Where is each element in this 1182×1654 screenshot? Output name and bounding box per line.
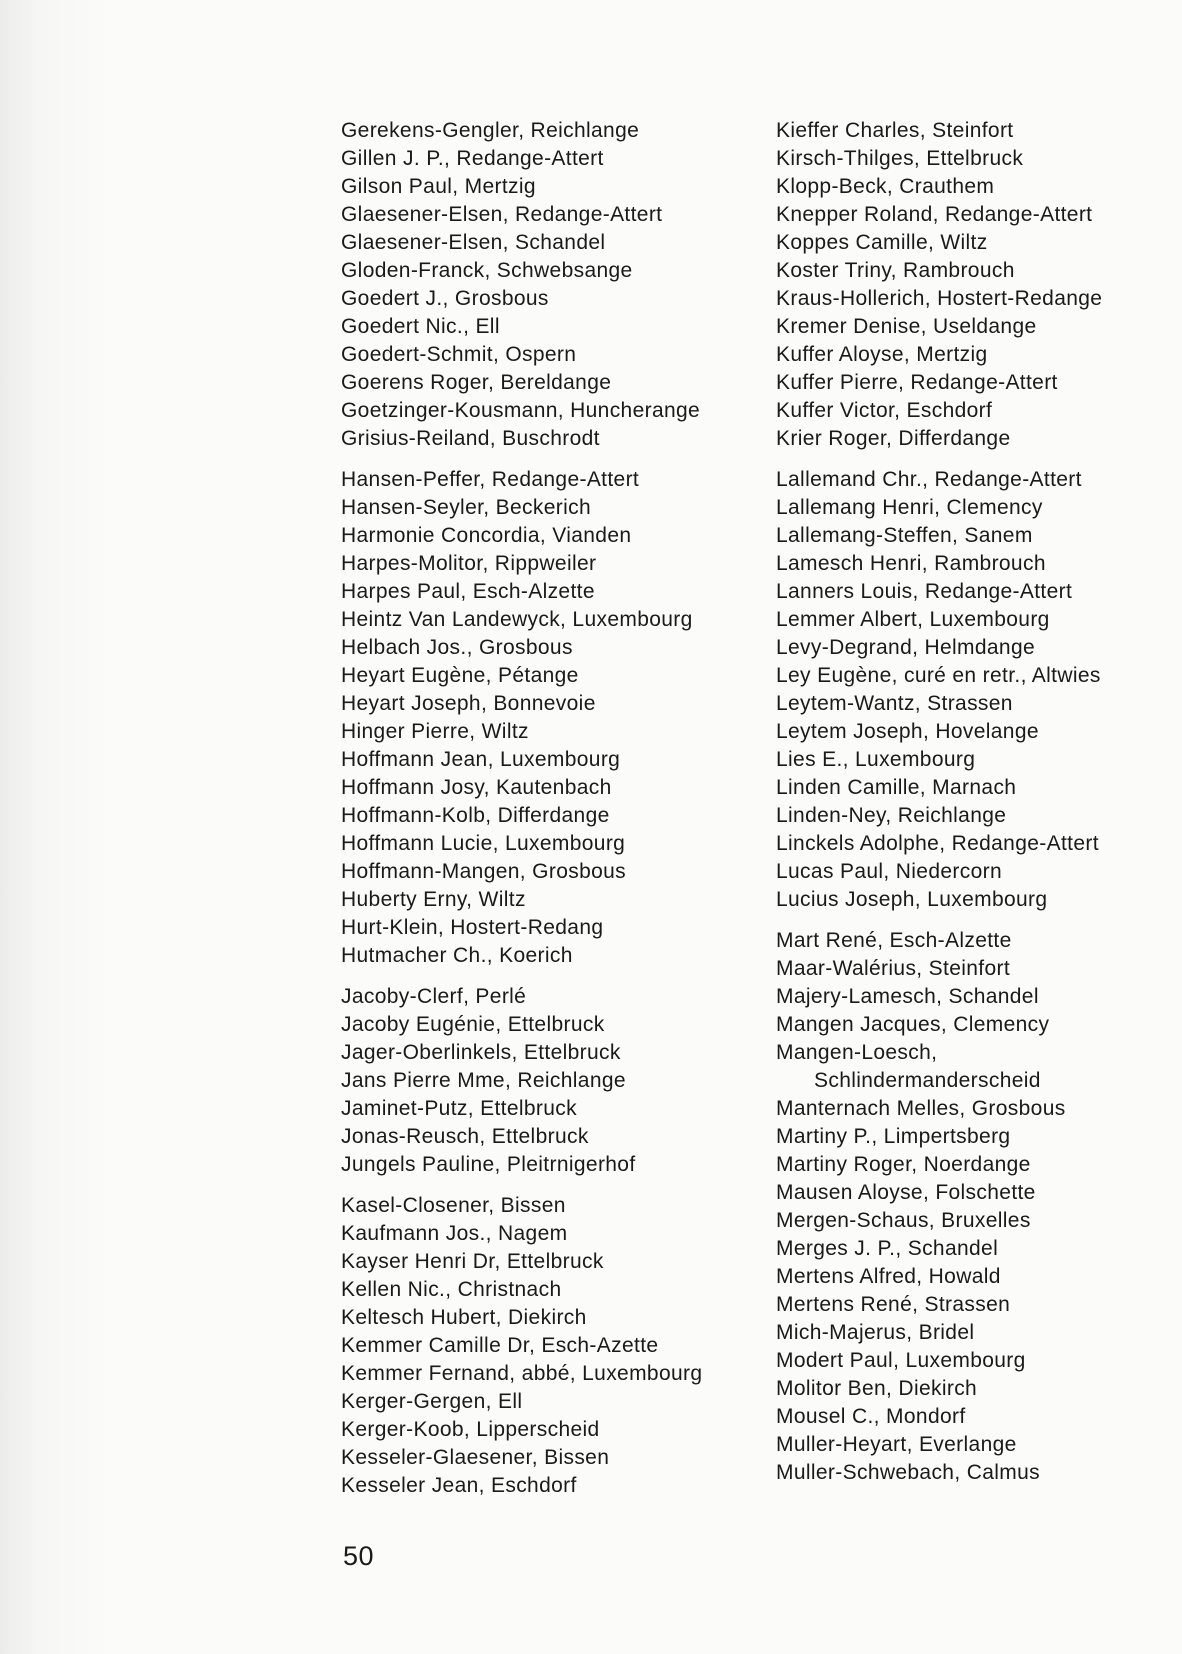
list-entry: Kayser Henri Dr, Ettelbruck: [341, 1250, 604, 1273]
list-entry: Muller-Heyart, Everlange: [776, 1433, 1017, 1456]
list-entry: Hoffmann Lucie, Luxembourg: [341, 832, 626, 855]
list-entry: Mangen Jacques, Clemency: [776, 1013, 1050, 1036]
list-entry: Mertens Alfred, Howald: [776, 1265, 1001, 1288]
list-entry: Kremer Denise, Useldange: [776, 315, 1037, 338]
list-entry: Hoffmann-Mangen, Grosbous: [341, 860, 627, 883]
list-entry: Gilson Paul, Mertzig: [341, 175, 536, 198]
list-entry: Mousel C., Mondorf: [776, 1405, 966, 1428]
letter-group: [776, 927, 1171, 1487]
list-entry: Majery-Lamesch, Schandel: [776, 985, 1039, 1008]
list-entry: Koster Triny, Rambrouch: [776, 259, 1015, 282]
list-entry: Mart René, Esch-Alzette: [776, 929, 1012, 952]
list-entry: Kemmer Camille Dr, Esch-Azette: [341, 1334, 659, 1357]
list-entry: Harmonie Concordia, Vianden: [341, 524, 632, 547]
list-entry: Muller-Schwebach, Calmus: [776, 1461, 1040, 1484]
letter-group: [776, 466, 1171, 914]
list-entry: Knepper Roland, Redange-Attert: [776, 203, 1093, 226]
list-entry: Manternach Melles, Grosbous: [776, 1097, 1066, 1120]
list-entry: Grisius-Reiland, Buschrodt: [341, 427, 600, 450]
list-entry: Leytem-Wantz, Strassen: [776, 692, 1013, 715]
list-entry: Modert Paul, Luxembourg: [776, 1349, 1026, 1372]
list-entry: Klopp-Beck, Crauthem: [776, 175, 995, 198]
list-entry: Mertens René, Strassen: [776, 1293, 1011, 1316]
list-entry: Kellen Nic., Christnach: [341, 1278, 562, 1301]
list-entry: Gillen J. P., Redange-Attert: [341, 147, 604, 170]
list-entry: Jacoby Eugénie, Ettelbruck: [341, 1013, 605, 1036]
list-entry: Lallemang Henri, Clemency: [776, 496, 1043, 519]
list-entry: Hoffmann-Kolb, Differdange: [341, 804, 610, 827]
list-entry: Linden Camille, Marnach: [776, 776, 1017, 799]
list-entry: Kesseler-Glaesener, Bissen: [341, 1446, 610, 1469]
list-entry: Goedert J., Grosbous: [341, 287, 549, 310]
list-entry: Kasel-Closener, Bissen: [341, 1194, 566, 1217]
list-entry: Molitor Ben, Diekirch: [776, 1377, 978, 1400]
list-entry: Kuffer Victor, Eschdorf: [776, 399, 993, 422]
list-entry: Schlindermanderscheid: [814, 1069, 1041, 1092]
list-entry: Goetzinger-Kousmann, Huncherange: [341, 399, 701, 422]
list-entry: Helbach Jos., Grosbous: [341, 636, 573, 659]
list-entry: Mich-Majerus, Bridel: [776, 1321, 975, 1344]
list-entry: Linden-Ney, Reichlange: [776, 804, 1007, 827]
list-entry: Jungels Pauline, Pleitrnigerhof: [341, 1153, 636, 1176]
page-number: 50: [343, 1541, 375, 1571]
list-entry: Lucas Paul, Niedercorn: [776, 860, 1002, 883]
list-entry: Keltesch Hubert, Diekirch: [341, 1306, 587, 1329]
list-entry: Lamesch Henri, Rambrouch: [776, 552, 1046, 575]
list-entry: Jonas-Reusch, Ettelbruck: [341, 1125, 589, 1148]
letter-group: [341, 117, 741, 453]
list-entry: Hutmacher Ch., Koerich: [341, 944, 573, 967]
list-entry: Lemmer Albert, Luxembourg: [776, 608, 1050, 631]
list-entry: Lallemang-Steffen, Sanem: [776, 524, 1033, 547]
right-column: [776, 117, 1171, 1487]
list-entry: Kerger-Gergen, Ell: [341, 1390, 523, 1413]
list-entry: Levy-Degrand, Helmdange: [776, 636, 1036, 659]
list-entry: Hansen-Seyler, Beckerich: [341, 496, 592, 519]
list-entry: Koppes Camille, Wiltz: [776, 231, 988, 254]
list-entry: Huberty Erny, Wiltz: [341, 888, 526, 911]
list-entry: Jaminet-Putz, Ettelbruck: [341, 1097, 577, 1120]
list-entry: Hansen-Peffer, Redange-Attert: [341, 468, 640, 491]
list-entry: Hurt-Klein, Hostert-Redang: [341, 916, 604, 939]
list-entry: Kirsch-Thilges, Ettelbruck: [776, 147, 1024, 170]
list-entry: Martiny P., Limpertsberg: [776, 1125, 1011, 1148]
list-entry: Goedert-Schmit, Ospern: [341, 343, 577, 366]
list-entry: Heyart Eugène, Pétange: [341, 664, 579, 687]
list-entry: Kesseler Jean, Eschdorf: [341, 1474, 577, 1497]
list-entry: Jacoby-Clerf, Perlé: [341, 985, 527, 1008]
list-entry: Kraus-Hollerich, Hostert-Redange: [776, 287, 1103, 310]
list-entry: Harpes-Molitor, Rippweiler: [341, 552, 597, 575]
list-entry: Maar-Walérius, Steinfort: [776, 957, 1011, 980]
list-entry: Kuffer Aloyse, Mertzig: [776, 343, 988, 366]
list-entry: Heyart Joseph, Bonnevoie: [341, 692, 596, 715]
list-entry: Mausen Aloyse, Folschette: [776, 1181, 1036, 1204]
list-entry: Jager-Oberlinkels, Ettelbruck: [341, 1041, 621, 1064]
list-entry: Kaufmann Jos., Nagem: [341, 1222, 568, 1245]
list-entry: Gloden-Franck, Schwebsange: [341, 259, 633, 282]
letter-group: [341, 983, 741, 1179]
letter-group: [776, 117, 1171, 453]
list-entry: Glaesener-Elsen, Redange-Attert: [341, 203, 663, 226]
list-entry: Goedert Nic., Ell: [341, 315, 500, 338]
list-entry: Krier Roger, Differdange: [776, 427, 1011, 450]
list-entry: Kerger-Koob, Lipperscheid: [341, 1418, 600, 1441]
list-entry: Hoffmann Jean, Luxembourg: [341, 748, 621, 771]
list-entry: Ley Eugène, curé en retr., Altwies: [776, 664, 1101, 687]
list-entry: Leytem Joseph, Hovelange: [776, 720, 1039, 743]
list-entry: Merges J. P., Schandel: [776, 1237, 999, 1260]
list-entry: Hinger Pierre, Wiltz: [341, 720, 529, 743]
list-entry: Hoffmann Josy, Kautenbach: [341, 776, 612, 799]
list-entry: Lies E., Luxembourg: [776, 748, 976, 771]
binding-shadow: [0, 0, 110, 1654]
list-entry: Kuffer Pierre, Redange-Attert: [776, 371, 1058, 394]
list-entry: Heintz Van Landewyck, Luxembourg: [341, 608, 693, 631]
list-entry: Mangen-Loesch,: [776, 1041, 938, 1064]
list-entry: Martiny Roger, Noerdange: [776, 1153, 1031, 1176]
list-entry: Lanners Louis, Redange-Attert: [776, 580, 1073, 603]
letter-group: [341, 466, 741, 970]
list-entry: Harpes Paul, Esch-Alzette: [341, 580, 595, 603]
list-entry: Lucius Joseph, Luxembourg: [776, 888, 1048, 911]
list-entry: Kieffer Charles, Steinfort: [776, 119, 1014, 142]
list-entry: Glaesener-Elsen, Schandel: [341, 231, 606, 254]
left-column: [341, 117, 741, 1500]
list-entry: Linckels Adolphe, Redange-Attert: [776, 832, 1099, 855]
list-entry: Jans Pierre Mme, Reichlange: [341, 1069, 626, 1092]
list-entry: Gerekens-Gengler, Reichlange: [341, 119, 640, 142]
list-entry: Goerens Roger, Bereldange: [341, 371, 612, 394]
list-entry: Kemmer Fernand, abbé, Luxembourg: [341, 1362, 703, 1385]
letter-group: [341, 1192, 741, 1500]
list-entry: Mergen-Schaus, Bruxelles: [776, 1209, 1031, 1232]
list-entry: Lallemand Chr., Redange-Attert: [776, 468, 1082, 491]
